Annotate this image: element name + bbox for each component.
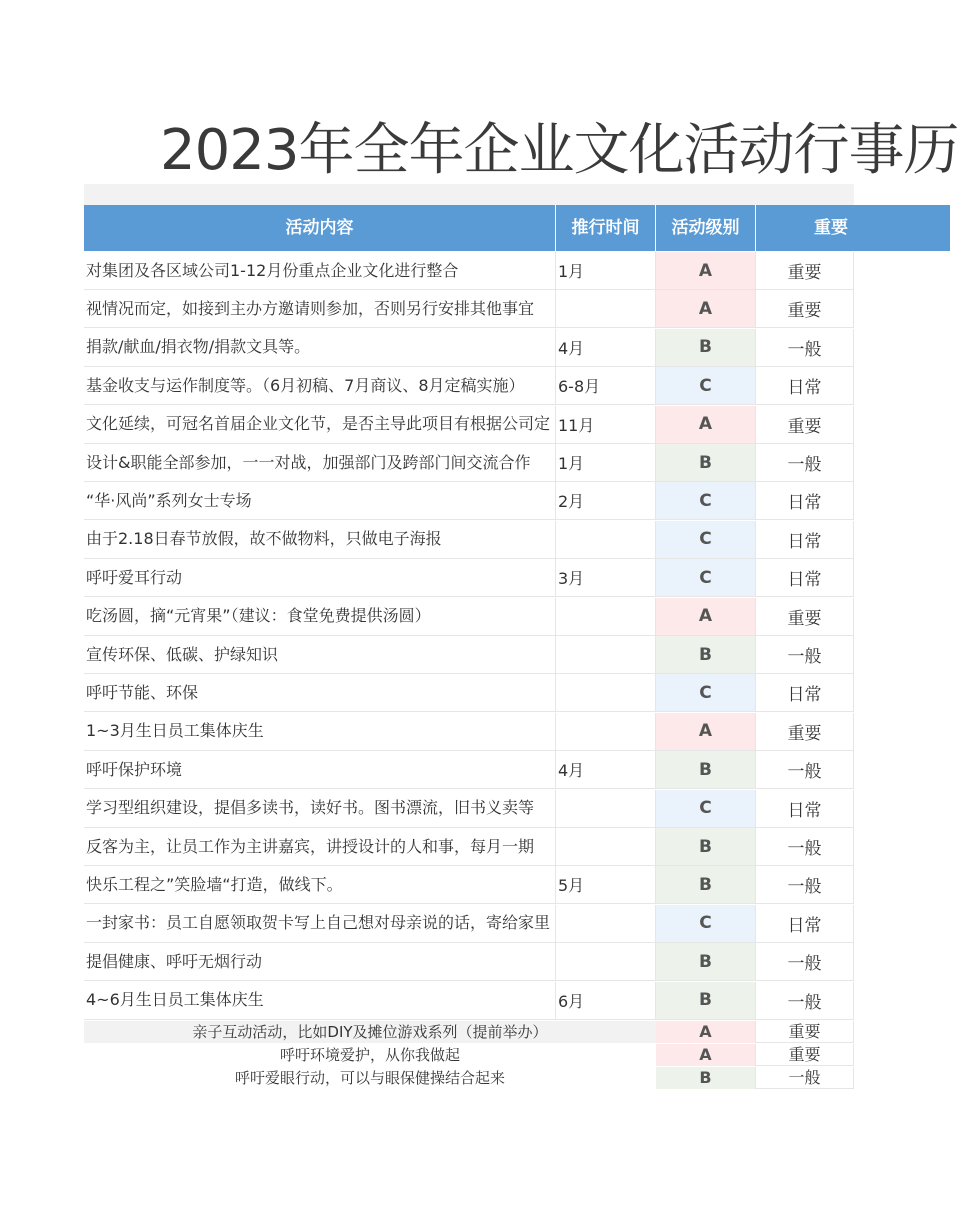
importance[interactable]: 日常	[756, 482, 854, 519]
activity-content[interactable]: 对集团及各区域公司1-12月份重点企业文化进行整合	[84, 252, 556, 289]
importance[interactable]: 一般	[756, 828, 854, 865]
schedule-time[interactable]	[556, 636, 656, 673]
activity-level[interactable]: B	[656, 866, 756, 903]
activity-level[interactable]: A	[656, 713, 756, 750]
activity-level[interactable]: C	[656, 559, 756, 596]
importance[interactable]: 一般	[756, 751, 854, 788]
schedule-time[interactable]: 2月	[556, 482, 656, 519]
importance[interactable]: 重要	[756, 1021, 854, 1043]
activity-content[interactable]: 快乐工程之”笑脸墙“打造，做线下。	[84, 866, 556, 903]
importance[interactable]: 日常	[756, 790, 854, 827]
importance[interactable]: 重要	[756, 1044, 854, 1066]
importance[interactable]: 重要	[756, 598, 854, 635]
table-row[interactable]	[84, 674, 854, 712]
activity-content[interactable]: 呼吁爱耳行动	[84, 559, 556, 596]
importance[interactable]: 一般	[756, 943, 854, 980]
importance[interactable]: 重要	[756, 252, 854, 289]
activity-content[interactable]: 呼吁环境爱护，从你我做起	[279, 1046, 460, 1064]
activity-level[interactable]: C	[656, 674, 756, 711]
activity-content[interactable]: 学习型组织建设，提倡多读书，读好书。图书漂流，旧书义卖等	[84, 790, 556, 827]
activity-content[interactable]: 一封家书：员工自愿领取贺卡写上自己想对母亲说的话，寄给家里	[84, 905, 556, 942]
schedule-time[interactable]	[556, 828, 656, 865]
table-row[interactable]	[84, 521, 854, 559]
table-row[interactable]	[84, 905, 854, 943]
table-row[interactable]	[84, 713, 854, 751]
schedule-time[interactable]	[556, 290, 656, 327]
activity-level[interactable]: B	[656, 329, 756, 366]
schedule-time[interactable]	[556, 521, 656, 558]
activity-level[interactable]: C	[656, 905, 756, 942]
header-content[interactable]: 活动内容	[84, 205, 556, 251]
importance[interactable]: 日常	[756, 367, 854, 404]
table-row[interactable]	[84, 1044, 854, 1067]
table-row[interactable]	[84, 252, 854, 290]
activity-content[interactable]: 由于2.18日春节放假，故不做物料，只做电子海报	[84, 521, 556, 558]
activity-level[interactable]: B	[656, 982, 756, 1019]
activity-content[interactable]: “华·风尚”系列女士专场	[84, 482, 556, 519]
activity-content[interactable]: 1~3月生日员工集体庆生	[84, 713, 556, 750]
activity-content[interactable]: 宣传环保、低碳、护绿知识	[84, 636, 556, 673]
activity-level[interactable]: A	[656, 1021, 756, 1043]
activity-level[interactable]: B	[656, 1067, 756, 1089]
importance[interactable]: 日常	[756, 905, 854, 942]
schedule-time[interactable]: 1月	[556, 252, 656, 289]
table-row[interactable]	[84, 982, 854, 1020]
schedule-time[interactable]: 4月	[556, 751, 656, 788]
activity-level[interactable]: C	[656, 790, 756, 827]
table-row[interactable]	[84, 559, 854, 597]
activity-level[interactable]: B	[656, 751, 756, 788]
schedule-time[interactable]: 11月	[556, 406, 656, 443]
importance[interactable]: 日常	[756, 674, 854, 711]
schedule-time[interactable]	[556, 790, 656, 827]
table-row[interactable]	[84, 290, 854, 328]
activity-content[interactable]: 捐款/献血/捐衣物/捐款文具等。	[84, 329, 556, 366]
activity-level[interactable]: B	[656, 444, 756, 481]
activity-level[interactable]: C	[656, 482, 756, 519]
activity-content[interactable]: 反客为主，让员工作为主讲嘉宾，讲授设计的人和事，每月一期	[84, 828, 556, 865]
schedule-time[interactable]: 3月	[556, 559, 656, 596]
importance[interactable]: 一般	[756, 444, 854, 481]
table-row[interactable]	[84, 482, 854, 520]
header-level[interactable]: 活动级别	[656, 205, 756, 251]
table-row[interactable]	[84, 790, 854, 828]
activity-level[interactable]: A	[656, 406, 756, 443]
activity-level[interactable]: B	[656, 636, 756, 673]
importance[interactable]: 一般	[756, 636, 854, 673]
table-row[interactable]	[84, 943, 854, 981]
activity-content[interactable]: 文化延续，可冠名首届企业文化节，是否主导此项目有根据公司定	[84, 406, 556, 443]
table-row[interactable]	[84, 367, 854, 405]
schedule-time[interactable]	[556, 674, 656, 711]
table-header	[84, 205, 950, 251]
activity-content[interactable]: 设计&职能全部参加，一一对战，加强部门及跨部门间交流合作	[84, 444, 556, 481]
header-time[interactable]: 推行时间	[556, 205, 656, 251]
spacer-bar	[84, 184, 854, 205]
importance[interactable]: 日常	[756, 559, 854, 596]
activity-level[interactable]: A	[656, 1044, 756, 1066]
activity-level[interactable]: A	[656, 252, 756, 289]
table-row[interactable]	[84, 1021, 854, 1044]
schedule-time[interactable]: 1月	[556, 444, 656, 481]
activity-level[interactable]: C	[656, 367, 756, 404]
activity-content[interactable]: 4~6月生日员工集体庆生	[84, 982, 556, 1019]
table-row[interactable]	[84, 1067, 854, 1090]
schedule-time[interactable]	[556, 943, 656, 980]
activity-content[interactable]: 呼吁节能、环保	[84, 674, 556, 711]
activity-content[interactable]: 亲子互动活动，比如DIY及摊位游戏系列（提前举办）	[84, 1021, 656, 1043]
table-row[interactable]	[84, 329, 854, 367]
schedule-time[interactable]: 6-8月	[556, 367, 656, 404]
activity-content[interactable]: 呼吁保护环境	[84, 751, 556, 788]
activity-level[interactable]: B	[656, 828, 756, 865]
table-row[interactable]	[84, 636, 854, 674]
table-row[interactable]	[84, 751, 854, 789]
activity-content[interactable]: 基金收支与运作制度等。（6月初稿、7月商议、8月定稿实施）	[84, 367, 556, 404]
schedule-time[interactable]	[556, 713, 656, 750]
header-importance[interactable]: 重要	[814, 218, 848, 238]
activity-content[interactable]: 呼吁爱眼行动，可以与眼保健操结合起来	[234, 1069, 505, 1087]
activity-level[interactable]: A	[656, 290, 756, 327]
page-title: 2023年全年企业文化活动行事历	[160, 118, 959, 183]
table-row[interactable]	[84, 866, 854, 904]
table-row[interactable]	[84, 444, 854, 482]
schedule-time[interactable]	[556, 598, 656, 635]
activity-level[interactable]: A	[656, 598, 756, 635]
importance[interactable]: 一般	[756, 329, 854, 366]
activity-content[interactable]: 吃汤圆，摘“元宵果”（建议：食堂免费提供汤圆）	[84, 598, 556, 635]
schedule-time[interactable]: 6月	[556, 982, 656, 1019]
importance[interactable]: 一般	[756, 982, 854, 1019]
table-row[interactable]	[84, 406, 854, 444]
importance[interactable]: 一般	[756, 866, 854, 903]
importance[interactable]: 重要	[756, 290, 854, 327]
activity-content[interactable]: 视情况而定，如接到主办方邀请则参加，否则另行安排其他事宜	[84, 290, 556, 327]
importance[interactable]: 日常	[756, 521, 854, 558]
activity-content[interactable]: 提倡健康、呼吁无烟行动	[84, 943, 556, 980]
schedule-time[interactable]	[556, 905, 656, 942]
importance[interactable]: 重要	[756, 713, 854, 750]
importance[interactable]: 重要	[756, 406, 854, 443]
table-row[interactable]	[84, 828, 854, 866]
table-row[interactable]	[84, 598, 854, 636]
activity-level[interactable]: B	[656, 943, 756, 980]
activity-level[interactable]: C	[656, 521, 756, 558]
schedule-time[interactable]: 4月	[556, 329, 656, 366]
schedule-time[interactable]: 5月	[556, 866, 656, 903]
importance[interactable]: 一般	[756, 1067, 854, 1089]
